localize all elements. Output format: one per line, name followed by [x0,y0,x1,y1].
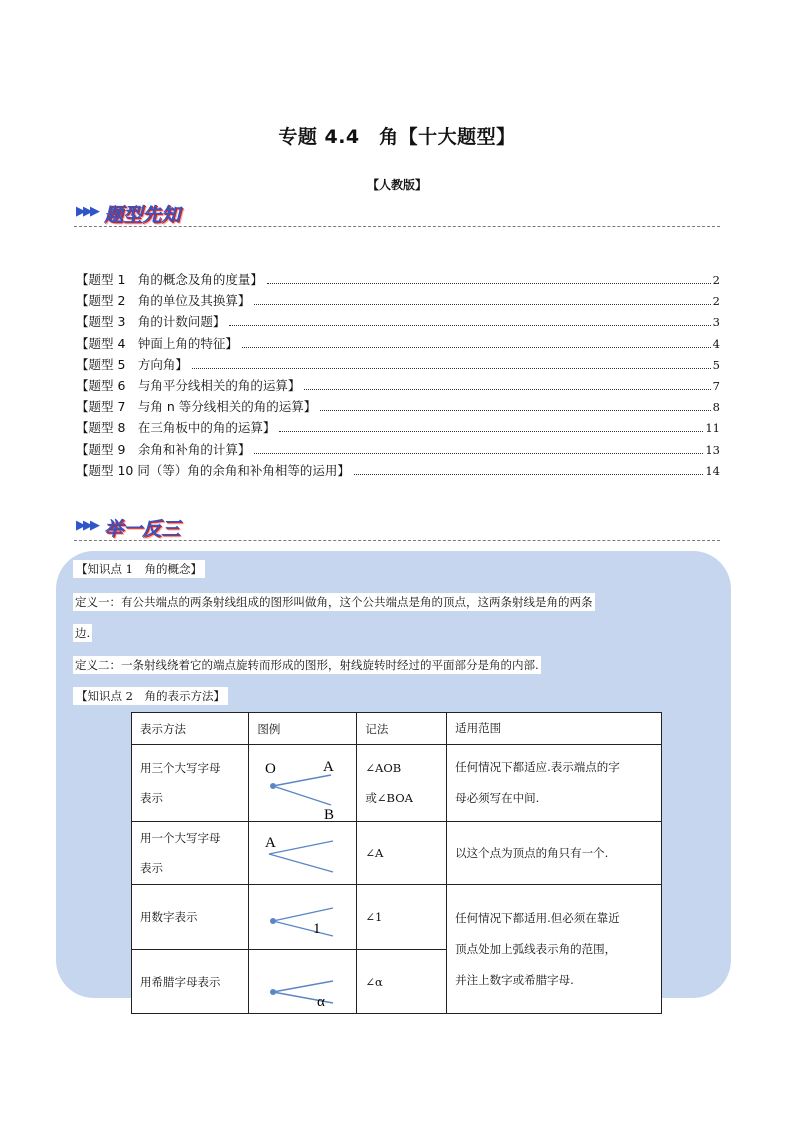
method-cell: 用希腊字母表示 [132,950,249,1014]
vertex-point [270,918,276,924]
table-header-row [132,713,662,745]
definition-text: 边. [75,626,91,640]
angle-notation-table [131,712,662,1014]
toc-item[interactable]: 【题型 5 方向角】 5 [76,356,720,372]
ray-oa [273,775,331,786]
method-cell: 用一个大写字母 表示 [132,822,249,885]
definition-text: 定义二：一条射线绕着它的端点旋转而形成的图形，射线旋转时经过的平面部分是角的内部. [75,658,539,672]
scope-cell: 以这个点为顶点的角只有一个. [447,822,662,885]
toc-item[interactable]: 【题型 2 角的单位及其换算】 2 [76,293,720,309]
table-row [132,745,662,822]
column-header: 适用范围 [447,713,662,745]
notation-cell: ∠A [357,822,447,885]
method-cell: 用三个大写字母 表示 [132,745,249,822]
ray [273,981,333,992]
toc-item[interactable]: 【题型 6 与角平分线相关的角的运算】 7 [76,377,720,393]
table-row [132,885,662,950]
angle-1-figure [249,885,356,949]
toc-item[interactable]: 【题型 7 与角 n 等分线相关的角的运算】 8 [76,399,720,415]
angle-a-figure [249,822,356,884]
page-title: 专题 4.4 角【十大题型】 [278,126,516,148]
toc-item[interactable]: 【题型 9 余角和补角的计算】 13 [76,441,720,457]
vertex-point [270,989,276,995]
table-row [132,822,662,885]
triple-arrow-icon: ▶▶▶ [76,518,97,533]
notation-cell: ∠1 [357,885,447,950]
section-header-preview [74,200,720,230]
knowledge-point-heading: 【知识点 2 角的表示方法】 [73,687,228,705]
vertex-point [270,783,276,789]
angle-aob-figure [249,745,356,821]
definition-text: 定义一：有公共端点的两条射线组成的图形叫做角，这个公共端点是角的顶点，这两条射线是角的两条 [75,595,593,609]
dashed-divider [74,540,720,541]
column-header: 图例 [249,713,357,745]
toc-item[interactable]: 【题型 3 角的计数问题】 3 [76,314,720,330]
ray-ob [273,786,331,805]
toc-item[interactable]: 【题型 1 角的概念及角的度量】 2 [76,272,720,287]
figure-cell [249,822,357,885]
column-header: 表示方法 [132,713,249,745]
angle-label: 1 [313,921,321,937]
notation-cell: ∠α [357,950,447,1014]
section-header-practice [74,514,720,544]
figure-cell [249,950,357,1014]
angle-alpha-figure [249,950,356,1013]
notation-cell: ∠AOB 或∠BOA [357,745,447,822]
dashed-divider [74,226,720,227]
ray [273,921,333,936]
angle-label: α [317,994,326,1010]
toc-item[interactable]: 【题型 10 同（等）角的余角和补角相等的运用】 14 [76,462,720,478]
column-header: 记法 [357,713,447,745]
table-of-contents [76,270,720,482]
scope-cell: 任何情况下都适应.表示端点的字 母必须写在中间. [447,745,662,822]
method-cell: 用数字表示 [132,885,249,950]
point-label: B [324,807,335,821]
ray [269,841,333,854]
edition-label: 【人教版】 [366,178,427,192]
section-header-label: 举一反三 [104,518,181,540]
vertex-label: A [265,835,277,851]
point-label: A [323,759,335,775]
knowledge-point-heading: 【知识点 1 角的概念】 [73,560,205,578]
section-header-label: 题型先知 [104,204,181,226]
toc-item[interactable]: 【题型 4 钟面上角的特征】 4 [76,335,720,351]
figure-cell [249,745,357,822]
toc-item[interactable]: 【题型 8 在三角板中的角的运算】 11 [76,420,720,436]
triple-arrow-icon: ▶▶▶ [76,204,97,219]
ray [273,908,333,921]
vertex-label: O [265,761,277,777]
scope-cell: 任何情况下都适用.但必须在靠近 顶点处加上弧线表示角的范围， 并注上数字或希腊字母. [447,885,662,1014]
ray [269,854,333,872]
figure-cell [249,885,357,950]
